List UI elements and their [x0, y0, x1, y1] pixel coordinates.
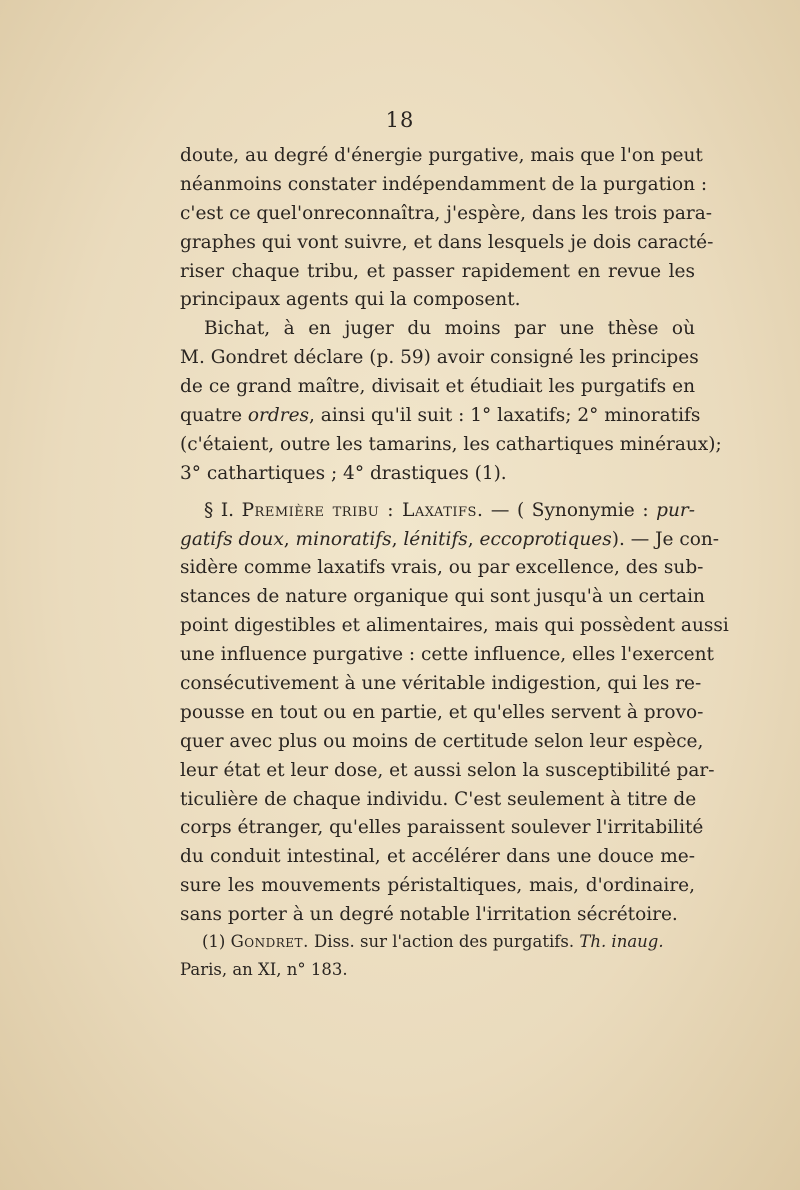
text-line: Bichat, à en juger du moins par une thèse où: [204, 318, 695, 340]
text-line: point digestibles et alimentaires, mais qui possèdent aussi: [180, 615, 729, 637]
text-line: ticulière de chaque individu. C'est seulement à titre de: [180, 788, 697, 810]
text-line: M. Gondret déclare (p. 59) avoir consigné les principes: [180, 347, 699, 369]
footnote-author: Gondret.: [230, 932, 309, 951]
text-run: ,: [391, 528, 404, 550]
text-line: stances de nature organique qui sont jusqu'à un certain: [180, 586, 705, 608]
paragraph-2: [180, 315, 722, 488]
text-line: pousse en tout ou en partie, et qu'elles servent à provo-: [180, 701, 704, 723]
text-line: une influence purgative : cette influence, elles l'exercent: [180, 644, 714, 666]
paragraph-1: [180, 142, 714, 315]
text-line: corps étranger, qu'elles paraissent soulever l'irritabilité: [180, 817, 704, 839]
text-line: leur état et leur dose, et aussi selon la susceptibilité par-: [180, 759, 715, 781]
text-line: [180, 526, 720, 555]
italic-term: ordres: [247, 405, 310, 427]
main-text: [180, 142, 729, 930]
text-run: quatre: [180, 405, 248, 427]
text-line: de ce grand maître, divisait et étudiait les purgatifs en: [180, 376, 695, 398]
footnote-line: [180, 928, 695, 956]
text-line: 3° cathartiques ; 4° drastiques (1).: [180, 462, 507, 484]
page-number: 18: [385, 108, 415, 132]
text-line: [180, 402, 701, 431]
text-run: — ( Synonymie :: [483, 499, 657, 521]
text-line: sidère comme laxatifs vrais, ou par excellence, des sub-: [180, 557, 704, 579]
footnote-line: Paris, an XI, n° 183.: [180, 960, 348, 979]
text-run: ,: [283, 528, 296, 550]
section-heading-paragraph: [180, 497, 729, 930]
text-line: riser chaque tribu, et passer rapidement en revue les: [180, 260, 695, 282]
italic-term: lénitifs: [403, 528, 468, 550]
text-line: du conduit intestinal, et accélérer dans une douce me-: [180, 846, 695, 868]
footnote-text: Diss. sur l'action des purgatifs.: [308, 932, 580, 951]
text-line: quer avec plus ou moins de certitude selon leur espèce,: [180, 730, 704, 752]
text-line: néanmoins constater indépendamment de la purgation :: [180, 173, 708, 195]
text-line: sans porter à un degré notable l'irritation sécrétoire.: [180, 904, 678, 926]
section-mark: § I.: [204, 499, 242, 521]
italic-term: eccoprotiques: [479, 528, 612, 550]
text-run: ). — Je con-: [611, 528, 720, 550]
footnote-italic: Th. inaug.: [579, 932, 664, 951]
text-line: c'est ce quel'onreconnaîtra, j'espère, dans les trois para-: [180, 202, 713, 224]
text-line: doute, au degré d'énergie purgative, mais que l'on peut: [180, 145, 703, 166]
section-title: Première tribu : Laxatifs.: [241, 499, 484, 521]
italic-term: minoratifs: [295, 528, 392, 550]
italic-term: pur-: [656, 499, 695, 521]
text-line: (c'étaient, outre les tamarins, les cathartiques minéraux);: [180, 433, 722, 455]
italic-term: gatifs doux: [180, 528, 284, 550]
text-line: sure les mouvements péristaltiques, mais, d'ordinaire,: [180, 875, 695, 897]
section-heading-line: [180, 497, 695, 526]
footnote: [180, 928, 695, 984]
text-line: consécutivement à une véritable indigestion, qui les re-: [180, 673, 702, 695]
text-line: principaux agents qui la composent.: [180, 289, 521, 311]
text-run: , ainsi qu'il suit : 1° laxatifs; 2° minoratifs: [309, 405, 701, 427]
text-line: graphes qui vont suivre, et dans lesquels je dois caracté-: [180, 231, 714, 253]
footnote-marker: (1): [202, 932, 231, 951]
text-run: ,: [467, 528, 480, 550]
